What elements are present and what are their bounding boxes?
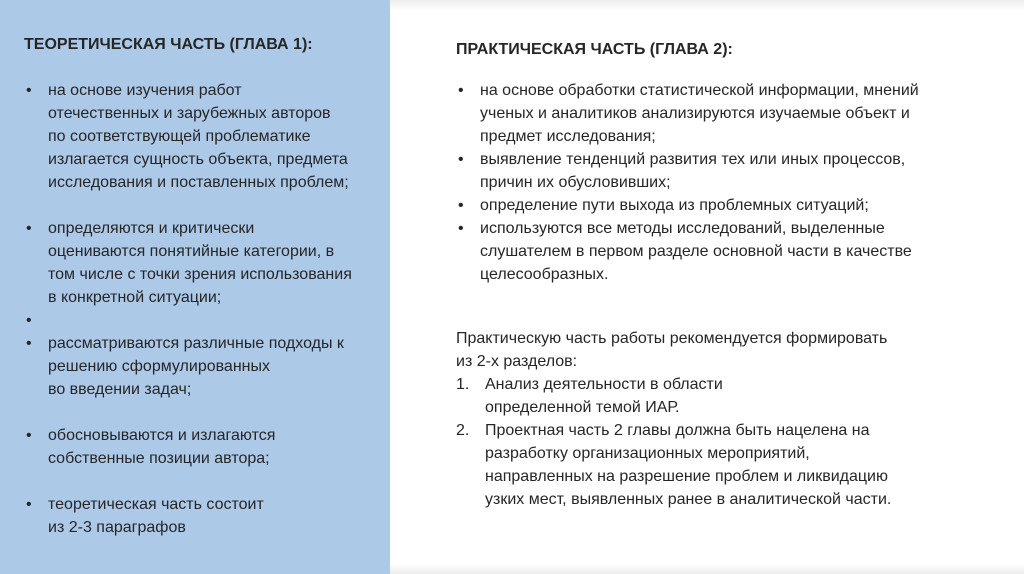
recommendation-paragraph: Практическую часть работы рекомендуется формировать из 2-х разделов: bbox=[456, 330, 888, 370]
list-item: • обосновываются и излагаются собственные позиции автора; bbox=[24, 424, 384, 470]
practical-column bbox=[456, 38, 976, 511]
sections-list bbox=[456, 373, 976, 511]
list-item: • определение пути выхода из проблемных ситуаций; bbox=[456, 194, 976, 217]
practical-heading: ПРАКТИЧЕСКАЯ ЧАСТЬ (ГЛАВА 2): bbox=[456, 41, 733, 58]
theoretical-list bbox=[24, 79, 384, 539]
item-number: 1. bbox=[456, 376, 470, 393]
list-item: • используются все методы исследований, выделенные слушателем в первом разделе основной части в качестве целесообразных. bbox=[456, 217, 976, 286]
numbered-item: 1. Анализ деятельности в области определенной темой ИАР. bbox=[456, 373, 976, 419]
list-item: • на основе обработки статистической информации, мнений ученых и аналитиков анализируются изучаемые объект и предмет исследования; bbox=[456, 79, 976, 148]
numbered-item: 2. Проектная часть 2 главы должна быть нацелена на разработку организационных мероприятий, направленных на разрешение проблем и ликвидацию узких мест, выявленных ранее в аналитической части. bbox=[456, 419, 976, 511]
theoretical-column bbox=[24, 33, 384, 539]
bottom-shadow bbox=[390, 564, 1024, 574]
top-shadow bbox=[390, 0, 1024, 10]
empty-list-item bbox=[24, 309, 384, 332]
list-item: • определяются и критически оцениваются понятийные категории, в том числе с точки зрения использования в конкретной ситуации; bbox=[24, 217, 384, 309]
list-item: • теоретическая часть состоит из 2-3 параграфов bbox=[24, 493, 384, 539]
item-number: 2. bbox=[456, 422, 470, 439]
theoretical-heading: ТЕОРЕТИЧЕСКАЯ ЧАСТЬ (ГЛАВА 1): bbox=[24, 36, 313, 53]
list-item: • выявление тенденций развития тех или иных процессов, причин их обусловивших; bbox=[456, 148, 976, 194]
list-item: • на основе изучения работ отечественных и зарубежных авторов по соответствующей проблематике излагается сущность объекта, предмета исследования и поставленных проблем; bbox=[24, 79, 384, 194]
list-item: • рассматриваются различные подходы к решению сформулированных во введении задач; bbox=[24, 332, 384, 401]
practical-list bbox=[456, 79, 976, 286]
